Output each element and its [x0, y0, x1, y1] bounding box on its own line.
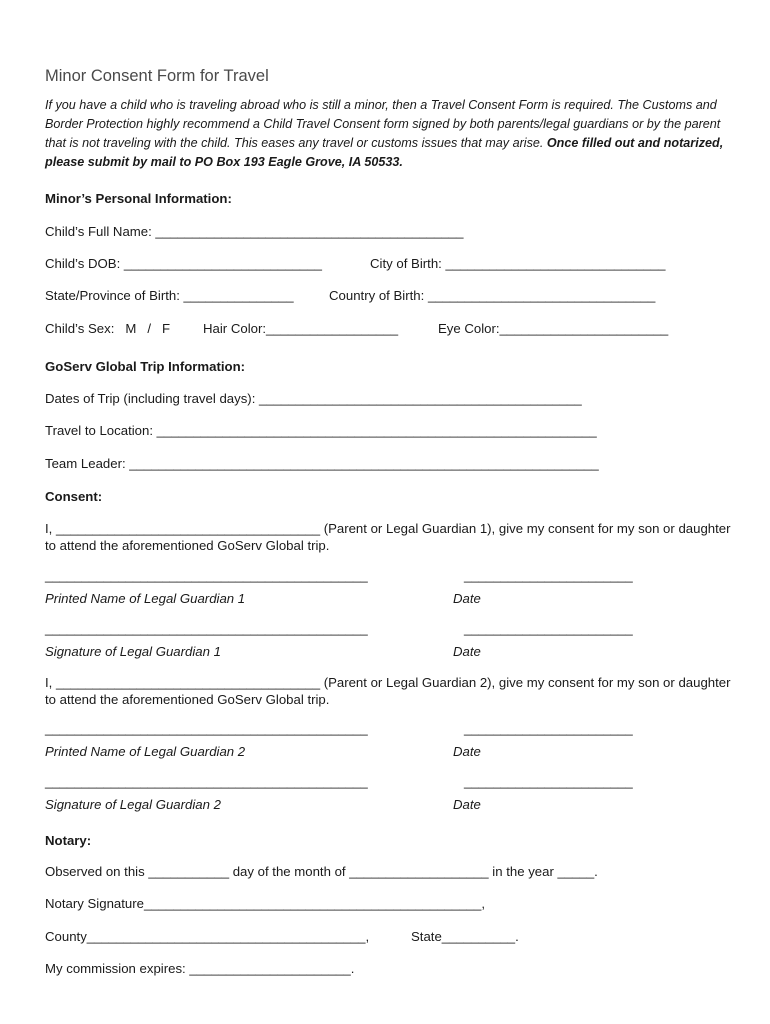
eye-color-field[interactable]: Eye Color:_______________________ [438, 321, 669, 336]
state-field[interactable]: State__________. [411, 929, 519, 944]
signature-1-label: Signature of Legal Guardian 1 [45, 644, 221, 659]
country-of-birth-field[interactable]: Country of Birth: _______________________________ [329, 288, 656, 303]
notary-signature-field[interactable]: Notary Signature______________________________________________, [45, 896, 485, 911]
guardian-2-consent-statement[interactable]: I, ____________________________________ (Parent or Legal Guardian 2), give my consent for my son or daughter to attend the aforementioned GoServ Global trip. [45, 675, 731, 707]
signature-1-line[interactable]: ____________________________________________ [45, 621, 368, 636]
city-of-birth-field[interactable]: City of Birth: ______________________________ [370, 256, 666, 271]
hair-color-field[interactable]: Hair Color:__________________ [203, 321, 399, 336]
notary-observed-field[interactable]: Observed on this ___________ day of the month of ___________________ in the year _____. [45, 864, 598, 879]
printed-name-2-line[interactable]: ____________________________________________ [45, 721, 368, 736]
state-of-birth-field[interactable]: State/Province of Birth: _______________ [45, 288, 294, 303]
commission-expires-field[interactable]: My commission expires: ______________________. [45, 961, 355, 976]
date-label: Date [453, 797, 481, 812]
date-label: Date [453, 591, 481, 606]
date-2-line[interactable]: _______________________ [464, 621, 633, 636]
trip-dates-field[interactable]: Dates of Trip (including travel days): ____________________________________________ [45, 391, 582, 406]
intro-text: If you have a child who is traveling abroad who is still a minor, then a Travel Consent Form is required. The Customs and Border Protection highly recommend a Child Travel Consent form signed by both parents/legal guardians or by the parent that is not traveling with the child. This eases any travel or customs issues that may arise. [45, 98, 721, 150]
date-label: Date [453, 644, 481, 659]
date-1-line[interactable]: _______________________ [464, 568, 633, 583]
date-3-line[interactable]: _______________________ [464, 721, 633, 736]
section-heading-trip: GoServ Global Trip Information: [45, 359, 246, 374]
county-field[interactable]: County______________________________________, [45, 929, 370, 944]
printed-name-2-label: Printed Name of Legal Guardian 2 [45, 744, 246, 759]
travel-location-field[interactable]: Travel to Location: ____________________________________________________________ [45, 423, 597, 438]
date-label: Date [453, 744, 481, 759]
printed-name-1-line[interactable]: ____________________________________________ [45, 568, 368, 583]
date-4-line[interactable]: _______________________ [464, 774, 633, 789]
section-heading-consent: Consent: [45, 489, 103, 504]
guardian-1-consent-statement[interactable]: I, ____________________________________ (Parent or Legal Guardian 1), give my consent for my son or daughter to attend the aforementioned GoServ Global trip. [45, 521, 731, 553]
section-heading-personal: Minor’s Personal Information: [45, 191, 232, 206]
intro-paragraph [45, 96, 735, 172]
signature-2-line[interactable]: ____________________________________________ [45, 774, 368, 789]
signature-2-label: Signature of Legal Guardian 2 [45, 797, 221, 812]
printed-name-1-label: Printed Name of Legal Guardian 1 [45, 591, 246, 606]
team-leader-field[interactable]: Team Leader: ________________________________________________________________ [45, 456, 599, 471]
page-title: Minor Consent Form for Travel [45, 67, 269, 85]
child-dob-field[interactable]: Child’s DOB: ___________________________ [45, 256, 322, 271]
child-sex-field[interactable]: Child’s Sex: M / F [45, 321, 171, 336]
section-heading-notary: Notary: [45, 833, 92, 848]
intro-submission-note: Once filled out and notarized, please submit by mail to PO Box 193 Eagle Grove, IA 50533. [45, 136, 724, 169]
child-full-name-field[interactable]: Child’s Full Name: __________________________________________ [45, 224, 464, 239]
